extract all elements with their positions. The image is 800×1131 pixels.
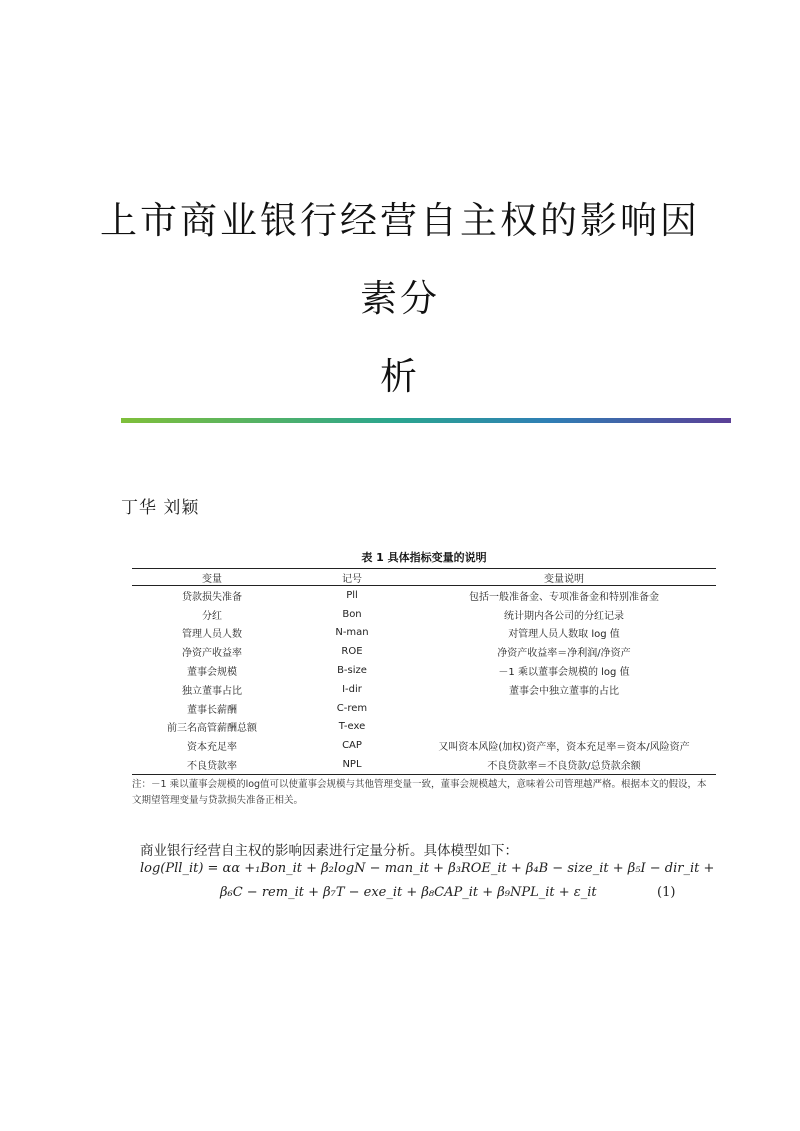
- cell-description: －1 乘以董事会规模的 log 值: [498, 667, 630, 679]
- title-divider-bar: [121, 418, 731, 423]
- cell-description: 包括一般准备金、专项准备金和特别准备金: [469, 591, 659, 603]
- title-line-1: 上市商业银行经营自主权的影响因素分: [100, 199, 700, 320]
- title-line-2: 析: [380, 355, 420, 398]
- cell-symbol: CAP: [342, 740, 362, 752]
- cell-variable: 净资产收益率: [182, 648, 242, 660]
- table-note: 注：－1 乘以董事会规模的log值可以使董事会规模与其他管理变量一致，董事会规模越大，意味着公司管理越严格。根据本文的假设，本文期望管理变量与贷款损失准备正相关。: [132, 779, 707, 806]
- table-row: [132, 586, 716, 605]
- cell-description: 又叫资本风险(加权)资产率，资本充足率＝资本/风险资产: [438, 742, 690, 754]
- cell-symbol: Bon: [342, 608, 362, 620]
- table-row: [132, 605, 716, 624]
- cell-symbol: B-size: [337, 665, 367, 677]
- cell-description: 统计期内各公司的分红记录: [504, 610, 624, 622]
- table-row: [132, 699, 716, 718]
- header-description: 变量说明: [412, 569, 716, 586]
- cell-description: 不良贷款率＝不良贷款/总贷款余额: [412, 755, 716, 774]
- table-row: [132, 718, 716, 737]
- table-row: [132, 661, 716, 680]
- cell-description: 对管理人员人数取 log 值: [508, 629, 620, 641]
- header-variable: 变量: [132, 569, 292, 586]
- table-row: [132, 755, 716, 774]
- header-symbol: 记号: [292, 569, 412, 586]
- body-intro: 商业银行经营自主权的影响因素进行定量分析。具体模型如下：: [140, 843, 518, 859]
- table-row: [132, 680, 716, 699]
- formula-line-1: log(Pll_it) = αα +₁Bon_it + β₂logN − man_it + β₃ROE_it + β₄B − size_it + β₅I − dir_it +: [140, 861, 715, 876]
- cell-symbol: T-exe: [338, 721, 366, 733]
- table-row: [132, 642, 716, 661]
- equation-number: (1): [657, 885, 676, 900]
- cell-variable: 董事长薪酬: [187, 704, 237, 716]
- cell-symbol: I-dir: [342, 683, 362, 695]
- table-row: [132, 624, 716, 643]
- cell-variable: 管理人员人数: [182, 629, 242, 641]
- cell-variable: 前三名高管薪酬总额: [167, 723, 257, 735]
- table-header-row: [132, 569, 716, 586]
- cell-variable: 独立董事占比: [182, 685, 242, 697]
- variables-table: [132, 568, 716, 775]
- cell-symbol: C-rem: [336, 702, 368, 714]
- cell-variable: 董事会规模: [187, 667, 237, 679]
- cell-variable: 贷款损失准备: [182, 591, 242, 603]
- cell-variable: 不良贷款率: [132, 755, 292, 774]
- authors: 丁华 刘颖: [121, 498, 200, 518]
- document-title: [100, 182, 700, 416]
- cell-description: [412, 718, 716, 737]
- cell-symbol: Pll: [346, 589, 358, 601]
- cell-symbol: N-man: [335, 627, 369, 639]
- cell-variable: 分红: [202, 610, 222, 622]
- formula-line-2: β₆C − rem_it + β₇T − exe_it + β₈CAP_it + β₉NPL_it + ε_it: [220, 885, 597, 900]
- cell-symbol: NPL: [292, 755, 412, 774]
- cell-symbol: ROE: [341, 646, 363, 658]
- cell-description: 净资产收益率＝净利润/净资产: [497, 648, 631, 660]
- table-row: [132, 736, 716, 755]
- table-caption: 表 1 具体指标变量的说明: [361, 551, 487, 564]
- cell-description: 董事会中独立董事的占比: [509, 685, 619, 697]
- cell-description: [412, 699, 716, 718]
- cell-variable: 资本充足率: [187, 742, 237, 754]
